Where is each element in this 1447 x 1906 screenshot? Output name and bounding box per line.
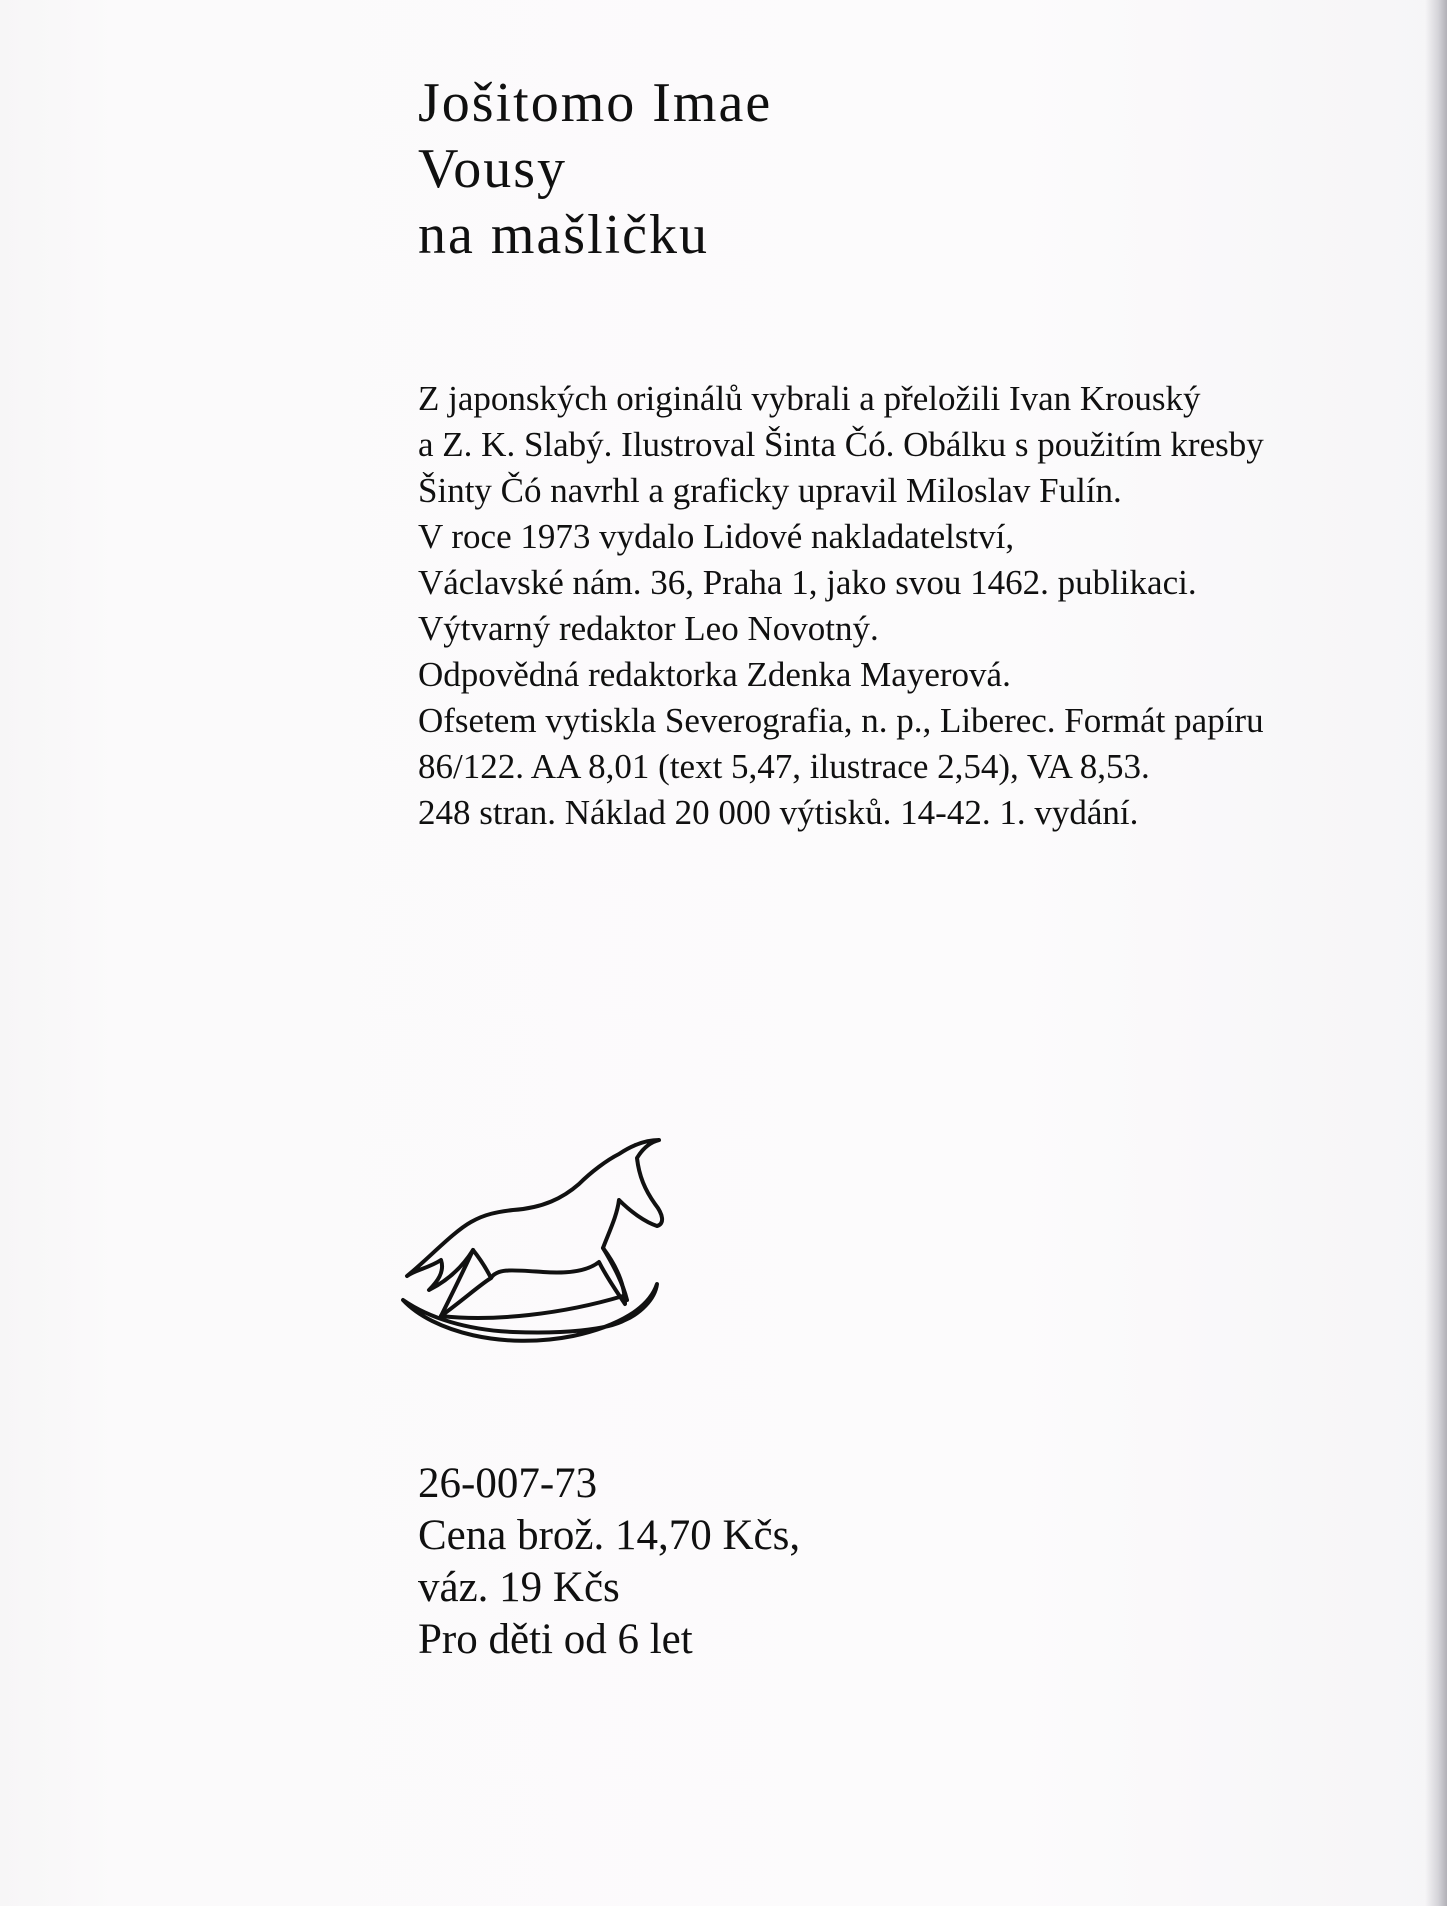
title-block bbox=[418, 70, 772, 268]
price-block bbox=[418, 1458, 800, 1666]
rocking-horse-icon bbox=[393, 1100, 673, 1345]
imprint-line: Václavské nám. 36, Praha 1, jako svou 1462. publikaci. bbox=[418, 563, 1197, 602]
age-recommendation: Pro děti od 6 let bbox=[418, 1616, 693, 1663]
price-hardback: váz. 19 Kčs bbox=[418, 1564, 620, 1611]
page-edge-shadow bbox=[1425, 0, 1447, 1906]
imprint-line: Výtvarný redaktor Leo Novotný. bbox=[418, 609, 879, 648]
book-title-line-1: Vousy bbox=[418, 138, 568, 200]
imprint-line: 86/122. AA 8,01 (text 5,47, ilustrace 2,54), VA 8,53. bbox=[418, 747, 1150, 786]
imprint-line: Z japonských originálů vybrali a přeložili Ivan Krouský bbox=[418, 379, 1201, 418]
book-title-line-2: na mašličku bbox=[418, 204, 710, 266]
imprint-line: Odpovědná redaktorka Zdenka Mayerová. bbox=[418, 655, 1011, 694]
imprint-block bbox=[418, 376, 1447, 836]
author-name: Jošitomo Imae bbox=[418, 72, 773, 134]
imprint-line: Ofsetem vytiskla Severografia, n. p., Liberec. Formát papíru bbox=[418, 701, 1264, 740]
imprint-line: a Z. K. Slabý. Ilustroval Šinta Čó. Obálku s použitím kresby bbox=[418, 425, 1264, 464]
catalog-code: 26-007-73 bbox=[418, 1460, 598, 1507]
price-paperback: Cena brož. 14,70 Kčs, bbox=[418, 1512, 801, 1559]
imprint-line: 248 stran. Náklad 20 000 výtisků. 14-42. 1. vydání. bbox=[418, 793, 1139, 832]
imprint-line: Šinty Čó navrhl a graficky upravil Miloslav Fulín. bbox=[418, 471, 1122, 510]
imprint-line: V roce 1973 vydalo Lidové nakladatelství, bbox=[418, 517, 1015, 556]
